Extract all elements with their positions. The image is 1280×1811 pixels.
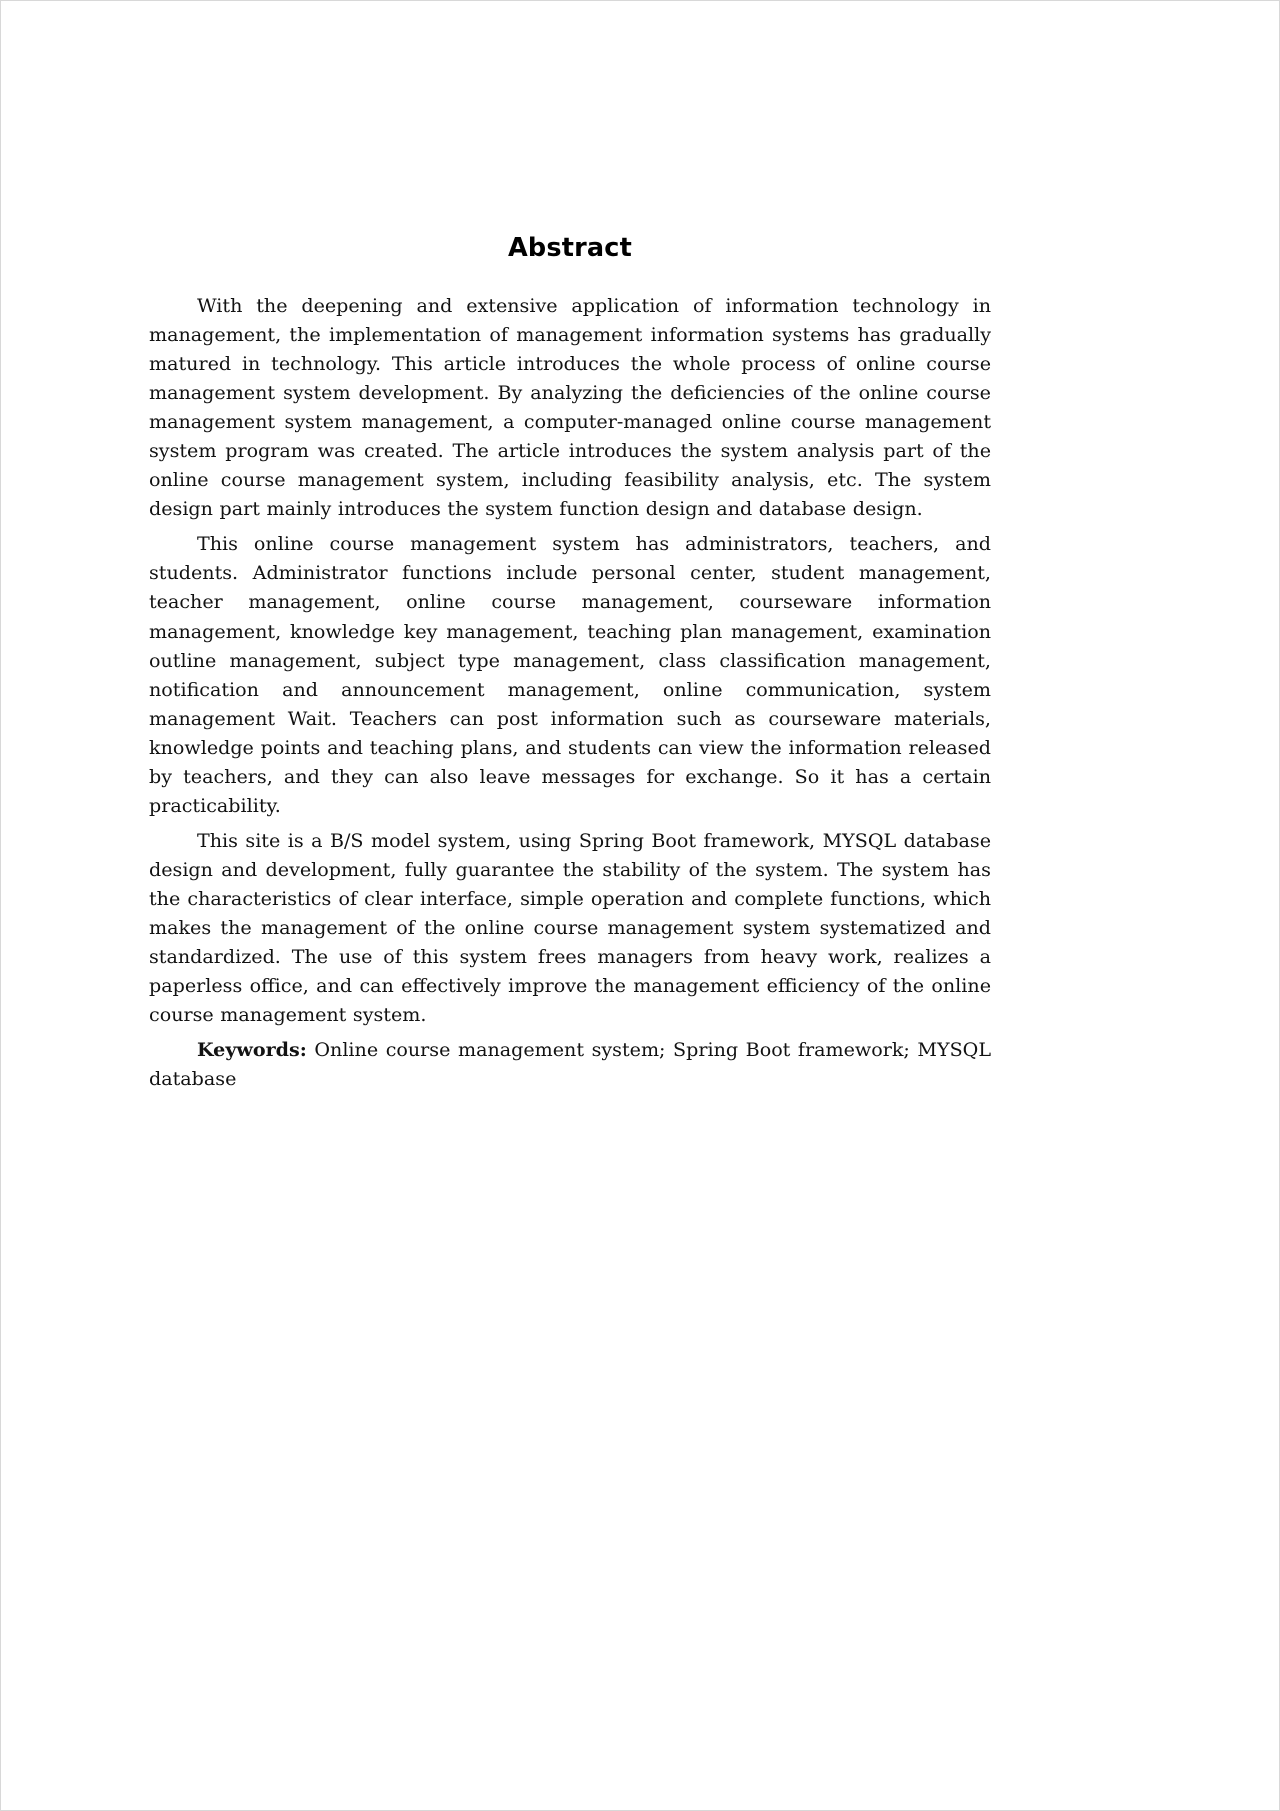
page-title: Abstract xyxy=(507,233,633,263)
keywords-value: Online course management system; Spring Boot framework; MYSQL database xyxy=(149,1038,991,1091)
paragraph-3: This site is a B/S model system, using Spring Boot framework, MYSQL database design and development, fully guarantee the stability of the system. The system has the characteristics of clear interface, simple operation and complete functions, which makes the management of the online course management system systematized and standardized. The use of this system frees managers from heavy work, realizes a paperless office, and can effectively improve the management efficiency of the online course management system. xyxy=(149,828,991,1027)
paragraph-1: With the deepening and extensive application of information technology in management, the implementation of management information systems has gradually matured in technology. This article introduces the whole process of online course management system development. By analyzing the deficiencies of the online course management system management, a computer-managed online course management system program was created. The article introduces the system analysis part of the online course management system, including feasibility analysis, etc. The system design part mainly introduces the system function design and database design. xyxy=(149,294,991,521)
keywords-label: Keywords: xyxy=(197,1038,307,1062)
paragraph-2: This online course management system has administrators, teachers, and students. Administrator functions include personal center, student management, teacher management, online course management, courseware information management, knowledge key management, teaching plan management, examination outline management, subject type management, class classification management, notification and announcement management, online communication, system management Wait. Teachers can post information such as courseware materials, knowledge points and teaching plans, and students can view the information released by teachers, and they can also leave messages for exchange. So it has a certain practicability. xyxy=(149,532,991,817)
abstract-body xyxy=(149,291,991,1093)
keywords-line xyxy=(149,1035,991,1093)
